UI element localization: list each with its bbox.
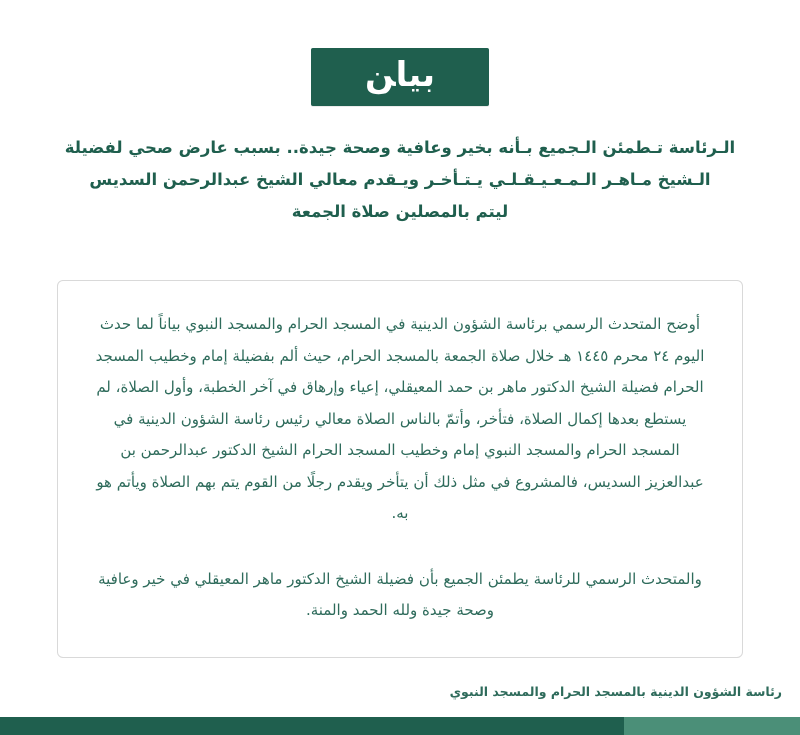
page-title: ب‍ي‍ا‍ن	[311, 48, 489, 106]
statement-card	[57, 280, 743, 658]
statement-paragraph-1: أوضح المتحدث الرسمي برئاسة الشؤون الدينية في المسجد الحرام والمسجد النبوي بياناً لما حدث اليوم ٢٤ محرم ١٤٤٥ هـ خلال صلاة الجمعة بالمسجد الحرام، حيث ألم بفضيلة إمام وخطيب المسجد الحرام فضيلة الشيخ الدكتور ماهر بن حمد المعيقلي، إعياء وإرهاق في آخر الخطبة، وأول الصلاة، لم يستطع بعدها إكمال الصلاة، فتأخر، وأتمّ بالناس الصلاة معالي رئيس رئاسة الشؤون الدينية في المسجد الحرام والمسجد النبوي إمام وخطيب المسجد الحرام الشيخ الدكتور عبدالرحمن بن عبدالعزيز السديس، فالمشروع في مثل ذلك أن يتأخر ويقدم رجلًا من القوم يتم بهم الصلاة ويأتم هو به.	[95, 315, 705, 522]
statement-paragraph-2: والمتحدث الرسمي للرئاسة يطمئن الجميع بأن فضيلة الشيخ الدكتور ماهر المعيقلي في خير وعافية وصحة جيدة ولله الحمد والمنة.	[98, 569, 702, 619]
banner-container	[0, 48, 800, 106]
footer-credit: رئاسة الشؤون الدينية بالمسجد الحرام والمسجد النبوي	[449, 684, 782, 699]
footer-bar-light-segment	[624, 717, 800, 735]
headline-line-1: الـرئاسة تـطمئن الـجميع بـأنه بخير وعافية وصحة جيدة.. بسبب عارض صحي لفضيلة	[64, 138, 736, 157]
headline-line-2: الـشيخ مـاهـر الـمـعـيـقـلـي يـتـأخـر ويـقدم معالي الشيخ عبدالرحمن السديس	[89, 170, 711, 190]
headline	[50, 132, 750, 229]
footer-bar-dark-segment	[0, 717, 624, 735]
headline-line-3: ليتم بالمصلين صلاة الجمعة	[291, 202, 509, 222]
announcement-page	[0, 48, 800, 735]
footer-bar	[0, 717, 800, 735]
